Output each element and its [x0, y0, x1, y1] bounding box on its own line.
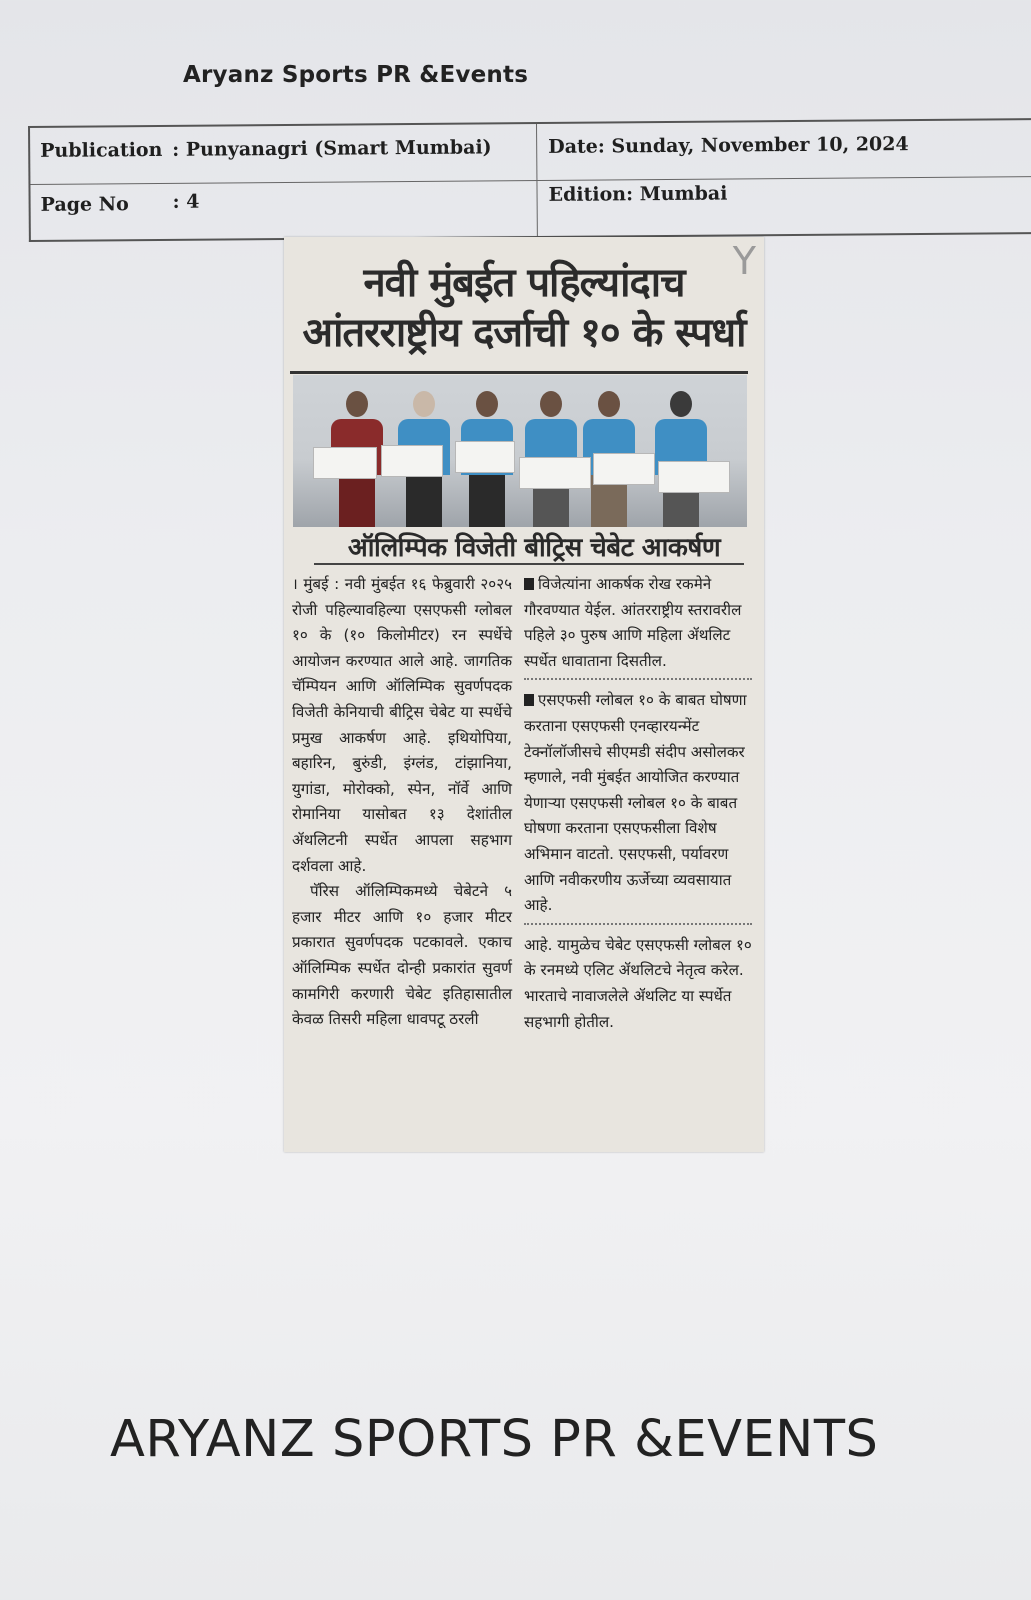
dotted-divider — [524, 678, 752, 680]
page-value: : 4 — [172, 190, 200, 213]
publication-info-table — [28, 118, 1031, 242]
bullet-square-icon — [524, 578, 534, 590]
event-board — [455, 441, 515, 473]
headline-rule — [290, 371, 748, 374]
left-paragraph-2: पॅरिस ऑलिम्पिकमध्ये चेबेटने ५ हजार मीटर आणि १० हजार मीटर प्रकारात सुवर्णपदक पटकावले. एकाच ऑलिम्पिक स्पर्धेत दोन्ही प्रकारांत सुवर्ण कामगिरी करणारी चेबेट इतिहासातील केवळ तिसरी महिला धावपटू ठरली — [292, 882, 512, 1029]
newspaper-clipping — [284, 237, 764, 1152]
right-paragraph-1: विजेत्यांना आकर्षक रोख रकमेने गौरवण्यात येईल. आंतरराष्ट्रीय स्तरावरील पहिले ३० पुरुष आणि महिला ॲथलिट स्पर्धेत धावाताना दिसतील. — [524, 575, 742, 670]
page-label: Page No — [40, 193, 129, 216]
press-photo — [293, 375, 747, 527]
right-paragraph-3: आहे. यामुळेच चेबेट एसएफसी ग्लोबल १० के रनमध्ये एलिट ॲथलिटचे नेतृत्व करेल. भारताचे नावाजलेले ॲथलिट या स्पर्धेत सहभागी होतील. — [524, 935, 752, 1031]
person-6 — [655, 391, 707, 527]
event-board — [313, 447, 377, 479]
subheadline-rule — [314, 563, 744, 565]
date-text: Date: Sunday, November 10, 2024 — [548, 133, 909, 158]
event-board — [593, 453, 655, 485]
dotted-divider — [524, 923, 752, 925]
left-paragraph-1: । मुंबई : नवी मुंबईत १६ फेब्रुवारी २०२५ रोजी पहिल्यावहिल्या एसएफसी ग्लोबल १० के (१० किलोमीटर) रन स्पर्धेचे आयोजन करण्यात आले आहे. जागतिक चॅम्पियन आणि ऑलिम्पिक सुवर्णपदक विजेती केनियाची बीट्रिस चेबेट या स्पर्धेचे प्रमुख आकर्षण आहे. इथियोपिया, बहारिन, बुरुंडी, इंग्लंड, टांझानिया, युगांडा, मोरोक्को, स्पेन, नॉर्वे आणि रोमानिया यासोबत १३ देशांतील ॲथलिटनी स्पर्धेत आपला सहभाग दर्शवला आहे. — [292, 575, 512, 875]
headline-line-2: आंतरराष्ट्रीय दर्जाची १० के स्पर्धा — [302, 310, 746, 356]
bullet-square-icon — [524, 694, 534, 706]
footer-brand: ARYANZ SPORTS PR &EVENTS — [110, 1410, 879, 1469]
event-board — [658, 461, 730, 493]
info-row-page — [30, 176, 1031, 240]
event-board — [519, 457, 591, 489]
agency-title: Aryanz Sports PR &Events — [183, 62, 529, 88]
subheadline: ऑलिम्पिक विजेती बीट्रिस चेबेट आकर्षण — [347, 533, 721, 563]
pen-mark: Y — [732, 239, 756, 283]
right-paragraph-2: एसएफसी ग्लोबल १० के बाबत घोषणा करताना एसएफसी एनव्हारयन्मेंट टेक्नॉलॉजीसचे सीएमडी संदीप असोलकर म्हणाले, नवी मुंबईत आयोजित करण्यात येणाऱ्या एसएफसी ग्लोबल १० के बाबत घोषणा करताना एसएफसीला विशेष अभिमान वाटतो. एसएफसी, पर्यावरण आणि नवीकरणीय ऊर्जेच्या व्यवसायात आहे. — [524, 691, 747, 915]
event-board — [381, 445, 443, 477]
headline-line-1: नवी मुंबईत पहिल्यांदाच — [363, 260, 685, 306]
publication-value: : Punyanagri (Smart Mumbai) — [172, 136, 492, 161]
edition-text: Edition: Mumbai — [548, 182, 728, 206]
info-row-publication — [30, 120, 1031, 185]
article-column-left — [292, 572, 512, 1033]
article-column-right — [524, 572, 752, 1035]
publication-label: Publication — [40, 138, 163, 162]
